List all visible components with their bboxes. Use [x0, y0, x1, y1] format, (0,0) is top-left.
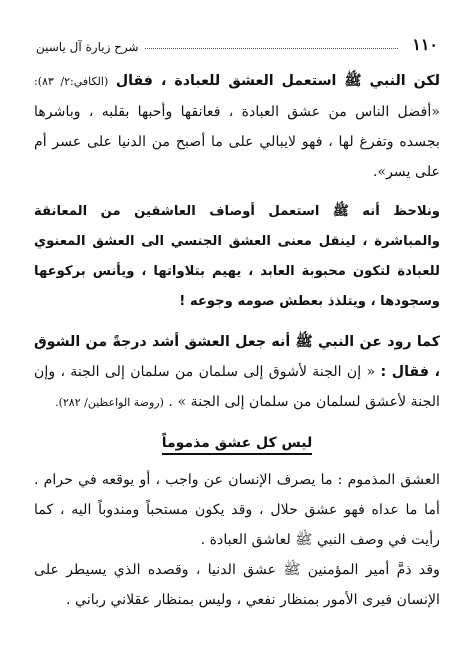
paragraph-3-lead: كما رود عن النبي ﷺ أنه جعل العشق أشد درجةً من الشوق ، فقال : — [34, 334, 440, 380]
paragraph-3-quote: « إن الجنة لأشوق إلى سلمان من سلمان إلى الجنة ، وإن الجنة لأعشق لسلمان من سلمان إلى الجنة » . — [34, 364, 440, 410]
paragraph-1-lead: لكن النبي ﷺ استعمل العشق للعبادة ، فقال — [115, 73, 440, 89]
page-number: ١١٠ — [412, 35, 438, 54]
section-heading-wrap — [34, 432, 440, 455]
paragraph-3 — [34, 327, 440, 418]
paragraph-1-source: (الكافي:٢/ ٨٣): — [34, 75, 109, 88]
paragraph-1 — [34, 66, 440, 187]
page-body — [34, 66, 440, 615]
header-dotted-rule — [145, 48, 399, 49]
page-header — [36, 30, 438, 54]
section-heading: ليس كل عشق مذموماً — [162, 435, 313, 455]
paragraph-5: وقد ذمَّ أمير المؤمنين ﷺ عشق الدنيا ، وقصده الذي يسيطر على الإنسان فيرى الأمور بمنظار نفعي ، وليس بمنظار عقلاني رباني . — [34, 562, 440, 608]
running-title: شرح زيارة آل ياسين — [36, 40, 139, 54]
paragraph-4: العشق المذموم : ما يصرف الإنسان عن واجب ، أو يوقعه في حرام . أما ما عداه فهو عشق حلال ، وقد يكون مستحباً ومندوباً اليه ، كما رأيت في وصف النبي ﷺ لعاشق العبادة . — [34, 472, 440, 548]
paragraph-2: ونلاحظ أنه ﷺ استعمل أوصاف العاشقين من المعانقة والمباشرة ، لينقل معنى العشق الجنسي الى العشق المعنوي للعبادة لتكون محبوبة العابد ، يهيم بتلاواتها ، ويأنس بركوعها وسجودها ، ويتلذذ بعطش صومه وجوعه ! — [34, 204, 440, 309]
paragraph-1-quote: «أفضل الناس من عشق العبادة ، فعانقها وأحبها بقلبه ، وباشرها بجسده وتفرغ لها ، فهو لايبالي على ما أصبح من الدنيا على عسر أم على يسر». — [34, 104, 440, 180]
paragraph-3-source: (روضة الواعظين/ ٢٨٢). — [55, 396, 164, 409]
